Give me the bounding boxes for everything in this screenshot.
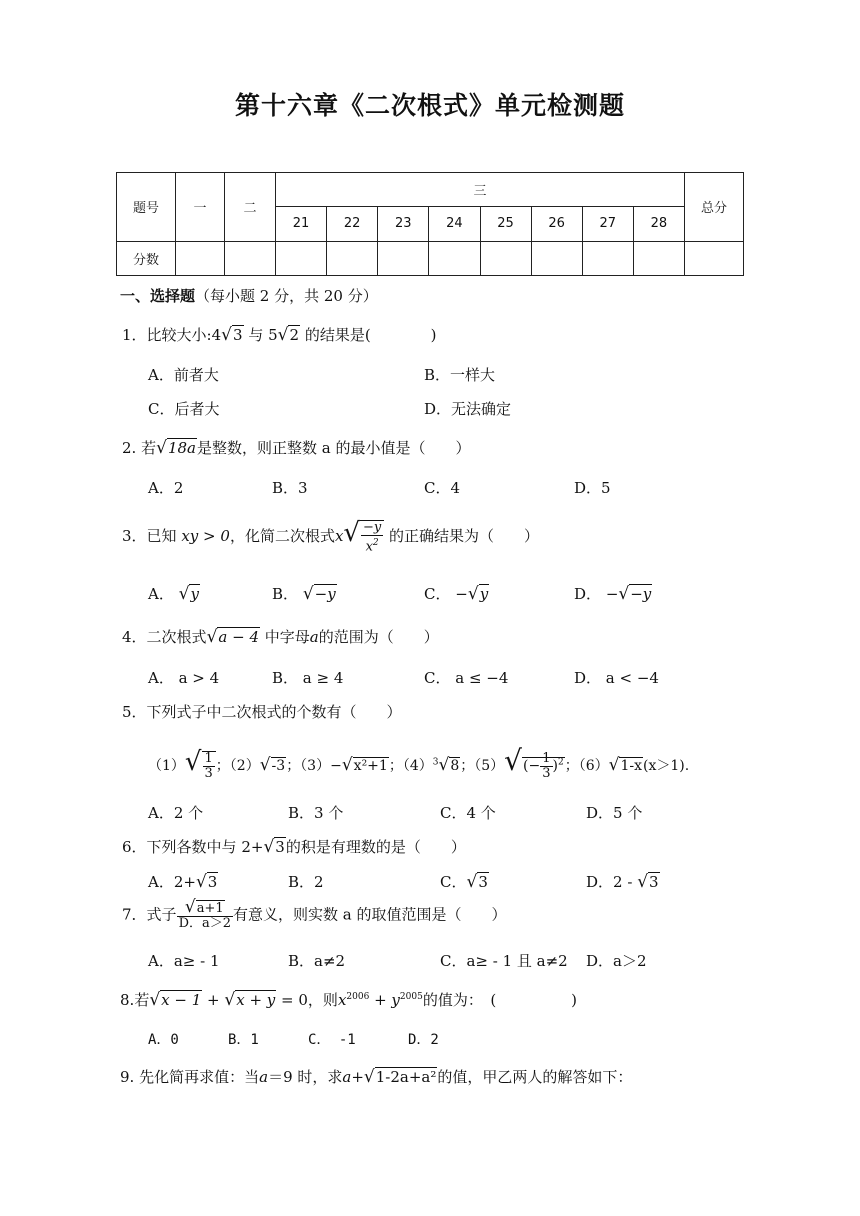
- question-number: 8.: [120, 991, 135, 1009]
- option-a: A．2: [148, 479, 184, 497]
- option-d: D．2: [408, 1032, 439, 1048]
- question-6: 6．下列各数中与 2+√3的积是有理数的是（ ）: [122, 837, 466, 857]
- question-number: 3．: [122, 527, 147, 545]
- question-text: 是整数，则正整数 a 的最小值是（ ）: [196, 439, 471, 457]
- score-cell[interactable]: [582, 241, 633, 275]
- question-5: [122, 701, 402, 722]
- score-cell[interactable]: [429, 241, 480, 275]
- radicand: y: [479, 585, 489, 603]
- question-text: 已知: [146, 527, 177, 545]
- fraction-numerator: 1: [204, 751, 213, 766]
- option-label: C．: [440, 873, 467, 891]
- option-d: D． −√−y: [574, 584, 652, 604]
- radicand: a+1: [196, 901, 224, 916]
- operator: +: [369, 991, 392, 1009]
- question-5-expressions: （1）√ $\frac{1}{3}$ ；（2）√-3；（3）−√x²+1；$(4)^3√8$；（5）√(− $\frac{1}{3}$ )$^2$；（6）√1-x(x＞1).: [148, 744, 690, 781]
- option-a: A．0: [148, 1032, 179, 1048]
- fraction-denominator: D．a＞2: [178, 916, 232, 931]
- option-d: D．2 - √3: [586, 872, 659, 892]
- score-cell[interactable]: [633, 241, 684, 275]
- option-d: D．5: [574, 479, 611, 497]
- header-total: 总分: [685, 173, 744, 242]
- item-label: ；（3）−: [286, 758, 342, 774]
- radicand: x + y: [236, 991, 276, 1009]
- exponent: 2005: [399, 992, 423, 1002]
- question-2: 2. 若√18a是整数，则正整数 a 的最小值是（ ）: [122, 438, 471, 458]
- header-sub-23: 23: [378, 207, 429, 241]
- radicand: 1-2a+a²: [375, 1068, 437, 1086]
- option-b: B．3 个: [288, 804, 344, 822]
- item-label: ；（5）: [460, 758, 505, 774]
- question-number: 4．: [122, 628, 147, 646]
- sign: −: [455, 585, 468, 603]
- exponent: 2006: [346, 992, 370, 1002]
- radicand: 2: [289, 326, 300, 344]
- question-1: 1．比较大小:4√3 与 5√2 的结果是( ): [122, 325, 437, 345]
- option-d: D．a＞2: [586, 952, 647, 970]
- question-text: 比较大小:4: [146, 326, 222, 344]
- math-var: x: [337, 991, 347, 1009]
- radicand: −y: [630, 585, 652, 603]
- option-b: B．a≠2: [288, 952, 346, 970]
- radicand: 8: [450, 758, 460, 774]
- score-cell[interactable]: [531, 241, 582, 275]
- header-sub-21: 21: [276, 207, 327, 241]
- answer-blank: ): [370, 326, 437, 344]
- section-label: 一、选择题: [120, 287, 196, 305]
- option-a: A． a > 4: [148, 669, 220, 687]
- fraction: [540, 752, 552, 781]
- math-var: a: [309, 628, 319, 646]
- row-score-label: 分数: [117, 241, 176, 275]
- radicand: x − 1: [161, 991, 202, 1009]
- item-label: ；（4）: [388, 758, 433, 774]
- question-3: 3．已知 xy > 0，化简二次根式x√ $\frac{-y}{x^2}$ 的正确结果为（ ）: [122, 518, 540, 555]
- option-d: D． a < −4: [574, 669, 659, 687]
- fraction-denominator: 3: [204, 766, 213, 781]
- header-part-2: 二: [225, 173, 276, 242]
- score-table: [116, 172, 744, 276]
- option-c: C． a ≤ −4: [424, 669, 509, 687]
- option-label: B．: [272, 585, 299, 603]
- option-a: A．2+√3: [148, 872, 218, 892]
- radicand: y: [190, 585, 199, 603]
- header-part-3: 三: [276, 173, 685, 207]
- radicand: a − 4: [218, 628, 259, 646]
- page-title: 第十六章《二次根式》单元检测题: [234, 91, 625, 120]
- fraction: [360, 520, 384, 554]
- option-a: A． √y: [148, 584, 199, 604]
- option-c: C．4: [424, 479, 461, 497]
- question-7: [122, 897, 507, 931]
- math-var: a: [259, 1068, 269, 1086]
- fraction-numerator: 1: [542, 750, 551, 766]
- radicand: −y: [314, 585, 336, 603]
- score-cell[interactable]: [378, 241, 429, 275]
- option-label: D．: [574, 585, 602, 603]
- radicand: 3: [275, 838, 285, 856]
- question-text: 若: [141, 439, 157, 457]
- question-text: = 0，则: [276, 991, 338, 1009]
- item-label: ；（6）: [564, 758, 609, 774]
- sign: −: [605, 585, 619, 603]
- question-text: 若: [134, 991, 150, 1009]
- radicand: 3: [478, 873, 488, 891]
- score-cell[interactable]: [685, 241, 744, 275]
- question-text: 下列各数中与 2+: [146, 838, 264, 856]
- question-text: 的范围为（ ）: [318, 628, 439, 646]
- math-var: a: [342, 1068, 352, 1086]
- option-label: A．: [148, 585, 174, 603]
- score-cell[interactable]: [276, 241, 327, 275]
- radicand: 3: [207, 873, 218, 891]
- option-label: C．: [424, 585, 451, 603]
- fraction-denominator: 3: [542, 765, 551, 781]
- header-sub-28: 28: [633, 207, 684, 241]
- option-b: B． √−y: [272, 584, 336, 604]
- question-9: 9. 先化简再求值：当a＝9 时，求a+√1-2a+a²的值，甲乙两人的解答如下：: [120, 1067, 633, 1087]
- exponent: 2: [557, 757, 564, 768]
- math-var: y: [391, 991, 400, 1009]
- item-label: ；（2）: [215, 758, 260, 774]
- radicand: 3: [233, 326, 243, 344]
- option-b: B．3: [272, 479, 308, 497]
- fraction: [202, 751, 216, 781]
- radicand: (− $\frac{1}{3}$ )$^2$: [523, 750, 564, 781]
- header-part-1: 一: [176, 173, 225, 242]
- question-text: ，化简二次根式: [229, 527, 335, 545]
- question-number: 9.: [120, 1068, 135, 1086]
- option-a: A．a≥ - 1: [148, 952, 220, 970]
- option-b: B． a ≥ 4: [272, 669, 344, 687]
- score-cell[interactable]: [225, 241, 276, 275]
- option-d: D．5 个: [586, 804, 643, 822]
- item-label: （1）: [148, 758, 185, 774]
- option-b: B．1: [228, 1032, 259, 1048]
- question-text: 的积是有理数的是（ ）: [285, 838, 466, 856]
- question-text: 的正确结果为（ ）: [389, 527, 540, 545]
- radicand: x²+1: [353, 758, 388, 774]
- header-question-no: 题号: [117, 173, 176, 242]
- root-index: 3: [432, 757, 439, 768]
- question-text: 下列式子中二次根式的个数有（ ）: [146, 703, 402, 721]
- question-text: 中字母: [264, 628, 310, 646]
- math-expr: xy > 0: [181, 527, 230, 545]
- radicand: -3: [271, 758, 286, 774]
- fraction-denominator: x: [365, 539, 373, 555]
- question-8: 8.若√x − 1 + √x + y = 0，则$x^{2006} + y^{2005}$的值为： ( ): [120, 990, 578, 1010]
- option-c: C．4 个: [440, 804, 496, 822]
- question-number: 1．: [122, 326, 147, 344]
- option-c: C．a≥ - 1 且 a≠2: [440, 952, 568, 970]
- option-b: B．2: [288, 873, 324, 891]
- question-number: 6．: [122, 838, 147, 856]
- fraction-numerator: √a+1: [177, 900, 233, 917]
- question-number: 5．: [122, 703, 147, 721]
- option-a: A．前者大: [148, 366, 219, 384]
- header-sub-27: 27: [582, 207, 633, 241]
- radicand: 18a: [167, 439, 196, 457]
- radicand: 3: [649, 873, 659, 891]
- option-a: A．2 个: [148, 804, 204, 822]
- question-text: 先化简再求值：当: [139, 1068, 260, 1086]
- option-c: C． −√y: [424, 584, 489, 604]
- option-c: C．√3: [440, 872, 488, 892]
- question-number: 7．: [122, 905, 147, 924]
- option-d: D．无法确定: [424, 400, 512, 418]
- header-sub-26: 26: [531, 207, 582, 241]
- option-c: C． -1: [308, 1032, 356, 1048]
- question-text: 的值为： ( ): [422, 991, 578, 1009]
- option-c: C．后者大: [148, 400, 220, 418]
- header-sub-24: 24: [429, 207, 480, 241]
- fraction: [177, 897, 233, 931]
- question-text: 式子: [146, 905, 177, 924]
- fraction-numerator: −y: [363, 519, 382, 535]
- question-text: 二次根式: [146, 628, 207, 646]
- score-cell[interactable]: [176, 241, 225, 275]
- exponent: 2: [372, 537, 379, 548]
- question-4: 4．二次根式√a − 4 中字母a的范围为（ ）: [122, 627, 439, 647]
- section-heading: [120, 285, 378, 306]
- option-b: B．一样大: [424, 366, 496, 384]
- operator: +: [351, 1068, 364, 1086]
- question-text: ＝9 时，求: [268, 1068, 343, 1086]
- radicand: 1-x: [620, 758, 643, 774]
- question-text: 与 5: [248, 326, 278, 344]
- option-label: A．2+: [148, 873, 196, 891]
- question-text: 的结果是(: [304, 326, 371, 344]
- header-sub-25: 25: [480, 207, 531, 241]
- score-cell[interactable]: [327, 241, 378, 275]
- section-note: （每小题 2 分，共 20 分）: [195, 287, 378, 305]
- question-text: 有意义，则实数 a 的取值范围是（ ）: [233, 905, 507, 924]
- condition: (x＞1).: [643, 758, 690, 774]
- option-label: D．2 -: [586, 873, 633, 891]
- question-number: 2.: [122, 439, 137, 457]
- score-cell[interactable]: [480, 241, 531, 275]
- operator: +: [202, 991, 225, 1009]
- header-sub-22: 22: [327, 207, 378, 241]
- math-var: x: [334, 527, 344, 545]
- question-text: 的值，甲乙两人的解答如下：: [437, 1068, 633, 1086]
